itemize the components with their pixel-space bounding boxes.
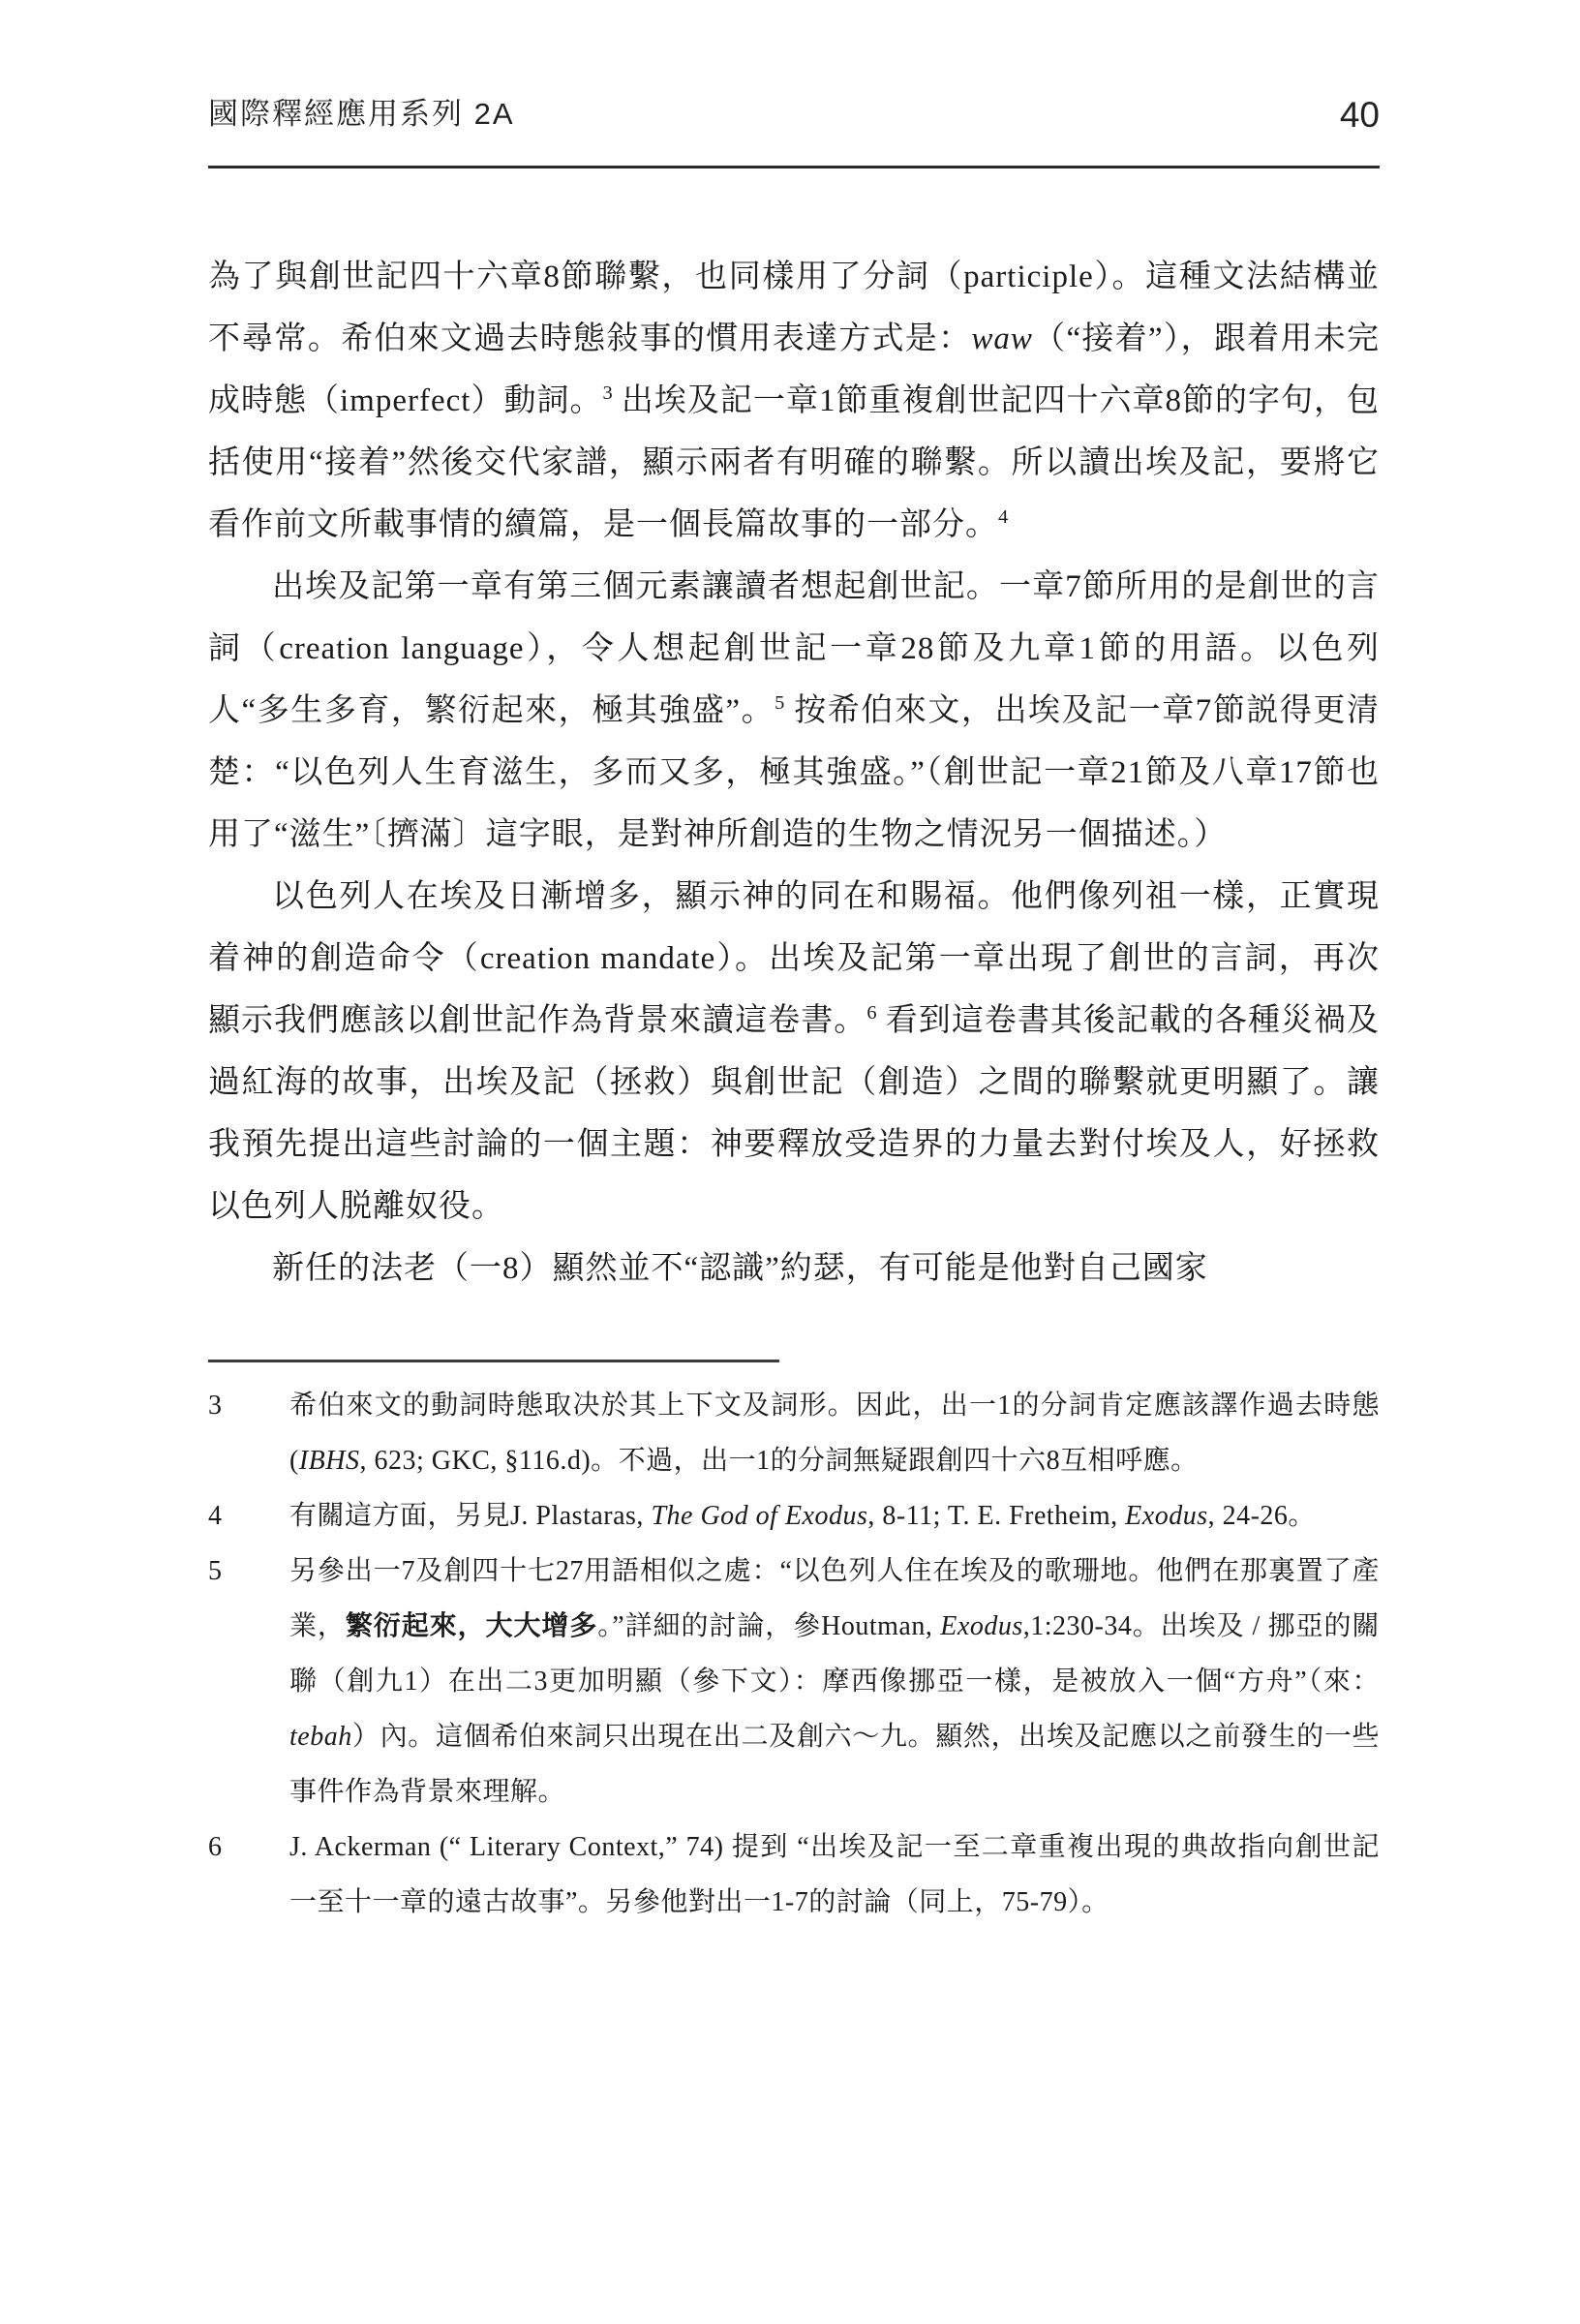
footnote-number: 3: [208, 1391, 222, 1421]
text-run: ）內。這個希伯來詞只出現在出二及創六～九。顯然，出埃及記應以之前發生的一些事件作為背景來理解。: [289, 1722, 1380, 1807]
text-run: , 8-11; T. E. Fretheim,: [867, 1501, 1126, 1531]
footnote-marker-5: 5: [775, 692, 785, 714]
footnote-6: [208, 1819, 1380, 1930]
text-run: 新任的法老（一8）顯然並不“認識”約瑟，有可能是他對自己國家: [272, 1251, 1208, 1286]
body-paragraph-2: [208, 556, 1380, 866]
footnote-4: [208, 1488, 1380, 1544]
text-run: 出埃及記一章1節重複創世記四十六章8節的字句，包括使用“接着”然後交代家譜，顯示兩者有明確的聯繫。所以讀出埃及記，要將它看作前文所載事情的續篇，是一個長篇故事的一部分。: [208, 383, 1380, 542]
text-run: 另參出一7及創四十七27用語相似之處：“以色列人住在埃及的歌珊地。他們在那裏置了產業，: [289, 1556, 1380, 1641]
footnote-number: 4: [208, 1501, 222, 1531]
body-paragraph-1: [208, 246, 1380, 556]
footnote-text: [289, 1819, 1380, 1930]
page-number: 40: [1339, 95, 1380, 135]
text-run: 。”詳細的討論，參Houtman,: [597, 1611, 941, 1641]
footnote-marker-3: 3: [602, 382, 613, 404]
footnote-3: [208, 1378, 1380, 1488]
text-run: 按希伯來文，出埃及記一章7節説得更清楚：“以色列人生育滋生，多而又多，極其強盛。”（創世記一章21節及八章17節也用了“滋生”〔擠滿〕這字眼，是對神所創造的生物之情況另一個描述。）: [208, 693, 1381, 852]
body-paragraph-4: [208, 1238, 1380, 1300]
page-header: [208, 89, 1380, 133]
text-run: 以色列人在埃及日漸增多，顯示神的同在和賜福。他們像列祖一樣，正實現着神的創造命令（creation mandate）。出埃及記第一章出現了創世的言詞，再次顯示我們應該以創世記作為背景來讀這卷書。: [208, 879, 1380, 1038]
running-title: 國際釋經應用系列 2A: [208, 97, 515, 131]
italic-title-god-of-exodus: The God of Exodus: [651, 1501, 868, 1531]
footnote-separator: [208, 1360, 779, 1362]
footnote-number: 5: [208, 1556, 222, 1586]
text-run: , 24-26。: [1207, 1501, 1316, 1531]
footnote-text: [289, 1378, 1380, 1488]
footnote-text: [289, 1488, 1380, 1544]
footnote-text: [289, 1544, 1380, 1819]
body-text: [208, 246, 1380, 1300]
text-run: 有關這方面，另見J. Plastaras,: [289, 1501, 652, 1531]
text-run: 出埃及記第一章有第三個元素讓讀者想起創世記。一章7節所用的是創世的言詞（creation language），令人想起創世記一章28節及九章1節的用語。以色列人“多生多育，繁衍起來，極其強盛”。: [208, 569, 1380, 728]
italic-term-tebah: tebah: [289, 1722, 352, 1752]
italic-title-exodus: Exodus: [940, 1611, 1023, 1641]
text-run: 希伯來文的動詞時態取决於其上下文及詞形。因此，出一1的分詞肯定應該譯作過去時態 (: [289, 1391, 1380, 1476]
footnote-marker-6: 6: [866, 1002, 877, 1024]
footnote-number: 6: [208, 1832, 222, 1862]
footnotes: [208, 1378, 1380, 1930]
italic-term-waw: waw: [971, 321, 1033, 356]
text-run: ,1:230-34。出埃及 / 挪亞的關聯（創九1）在出二3更加明顯（參下文）：摩西像挪亞一樣，是被放入一個“方舟”（來：: [289, 1611, 1380, 1697]
text-run: , 623; GKC, §116.d)。不過，出一1的分詞無疑跟創四十六8互相呼應。: [359, 1446, 1199, 1476]
text-run: 為了與創世記四十六章8節聯繫，也同樣用了分詞（participle）。這種文法結構並不尋常。希伯來文過去時態敍事的慣用表達方式是：: [208, 260, 1380, 356]
italic-title-ibhs: IBHS: [298, 1446, 360, 1476]
text-run: 看到這卷書其後記載的各種災禍及過紅海的故事，出埃及記（拯救）與創世記（創造）之間的聯繫就更明顯了。讓我預先提出這些討論的一個主題：神要釋放受造界的力量去對付埃及人，好拯救以色列人脱離奴役。: [208, 1003, 1381, 1224]
italic-title-exodus: Exodus: [1125, 1501, 1208, 1531]
footnote-5: [208, 1544, 1380, 1819]
footnote-marker-4: 4: [998, 506, 1009, 528]
body-paragraph-3: [208, 866, 1380, 1238]
text-run: （“接着”），跟着用未完成時態（imperfect）動詞。: [208, 321, 1381, 418]
header-rule: [208, 166, 1380, 168]
bold-quote: 繁衍起來，大大增多: [345, 1611, 598, 1641]
text-run: J. Ackerman (“ Literary Context,” 74) 提到 “出埃及記一至二章重複出現的典故指向創世記一至十一章的遠古故事”。另參他對出一1-7的討論（同上，75-79）。: [289, 1832, 1380, 1917]
